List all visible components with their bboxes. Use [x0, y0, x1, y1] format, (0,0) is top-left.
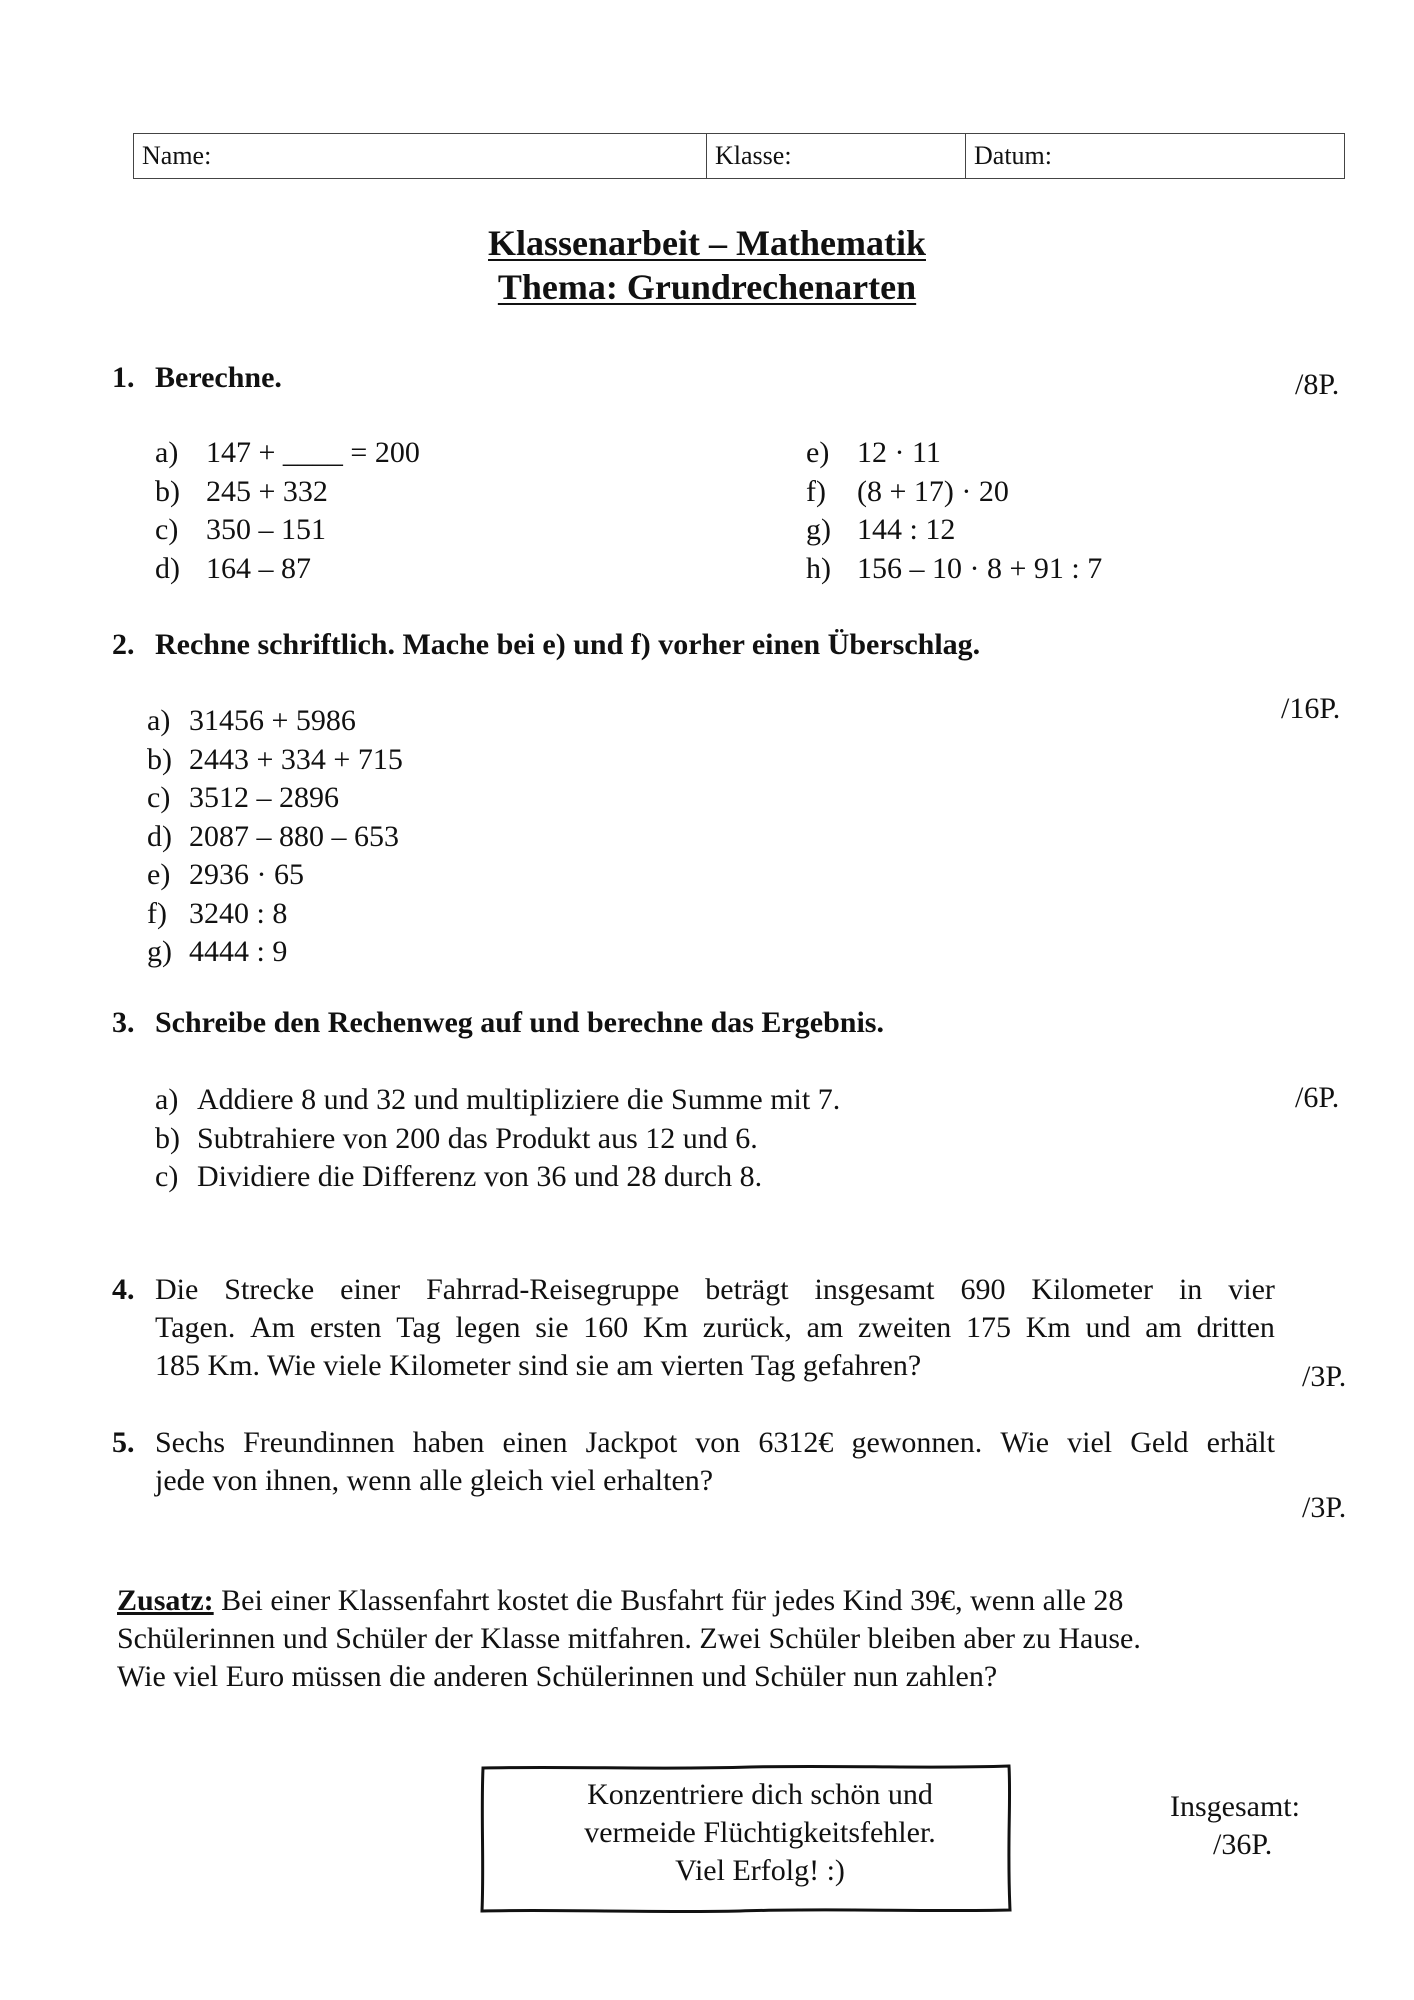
- word: zweiten: [857, 1311, 952, 1344]
- list-item: [147, 895, 403, 934]
- word: 6312€: [758, 1426, 834, 1459]
- list-item: [155, 1081, 840, 1120]
- encouragement-line: Viel Erfolg! :): [675, 1854, 845, 1887]
- task5-number: 5.: [112, 1426, 135, 1459]
- item-expression: 3240 : 8: [189, 896, 288, 930]
- word: Km: [643, 1311, 688, 1344]
- word: viel: [1067, 1426, 1113, 1459]
- list-item: [155, 1120, 840, 1159]
- word: Wie: [1000, 1426, 1050, 1459]
- word: Fahrrad-Reisegruppe: [426, 1273, 680, 1306]
- task5-points: /3P.: [1302, 1491, 1347, 1524]
- word: 175: [966, 1311, 1011, 1344]
- total-points: /36P.: [1213, 1828, 1273, 1861]
- student-info-table: [133, 133, 1345, 179]
- word: am: [806, 1311, 844, 1344]
- item-label: e): [147, 858, 171, 891]
- task3-points: /6P.: [1295, 1081, 1340, 1114]
- task3-number: 3.: [112, 1006, 135, 1039]
- item-label: a): [155, 1083, 179, 1116]
- item-expression: 4444 : 9: [189, 935, 288, 968]
- list-item: [806, 434, 1102, 473]
- item-label: h): [806, 551, 831, 585]
- bonus-line1: [117, 1582, 1123, 1620]
- item-expression: Addiere 8 und 32 und multipliziere die Summe mit 7.: [197, 1083, 841, 1116]
- list-item: [147, 856, 403, 895]
- word: zurück,: [702, 1311, 792, 1344]
- word: Strecke: [224, 1273, 315, 1306]
- item-label: c): [155, 513, 179, 546]
- item-expression: 12 · 11: [857, 436, 941, 469]
- item-label: d): [147, 819, 172, 853]
- word: und: [1085, 1311, 1131, 1344]
- item-label: c): [155, 1160, 179, 1193]
- task4-line: [155, 1271, 1275, 1309]
- word: 690: [960, 1273, 1006, 1306]
- encouragement-line: vermeide Flüchtigkeitsfehler.: [584, 1816, 936, 1849]
- item-expression: 2936 · 65: [189, 858, 304, 891]
- task4-line: 185 Km. Wie viele Kilometer sind sie am vierten Tag gefahren?: [155, 1349, 922, 1382]
- item-expression: 144 : 12: [857, 513, 956, 546]
- word: insgesamt: [814, 1273, 935, 1306]
- word: Tagen.: [155, 1311, 236, 1344]
- task3-heading: Schreibe den Rechenweg auf und berechne das Ergebnis.: [155, 1006, 884, 1039]
- item-label: c): [147, 781, 171, 814]
- task4-points: /3P.: [1302, 1360, 1347, 1393]
- list-item: [147, 779, 403, 818]
- encouragement-text: [490, 1776, 1030, 1890]
- item-expression: 156 – 10 · 8 + 91 : 7: [857, 551, 1103, 585]
- item-expression: Subtrahiere von 200 das Produkt aus 12 und 6.: [197, 1121, 758, 1155]
- list-item: [155, 473, 420, 512]
- list-item: [147, 933, 403, 972]
- item-expression: 245 + 332: [206, 474, 328, 508]
- item-label: e): [806, 436, 830, 469]
- task2-number: 2.: [112, 628, 135, 661]
- word: in: [1178, 1273, 1203, 1306]
- item-expression: 2087 – 880 – 653: [189, 819, 399, 853]
- task4-text: [155, 1271, 1275, 1385]
- bonus-label: Zusatz:: [117, 1584, 214, 1617]
- item-label: d): [155, 551, 180, 585]
- item-label: a): [155, 436, 179, 469]
- item-label: g): [147, 935, 172, 968]
- list-item: [155, 550, 420, 589]
- task3-list: [155, 1081, 840, 1197]
- date-field[interactable]: Datum:: [966, 134, 1345, 179]
- word: einer: [340, 1273, 401, 1306]
- item-expression: 164 – 87: [206, 551, 311, 585]
- task1-heading: Berechne.: [155, 361, 282, 394]
- word: Sechs: [155, 1426, 225, 1459]
- word: haben: [412, 1426, 485, 1459]
- word: Km: [1025, 1311, 1071, 1344]
- item-label: f): [806, 474, 826, 508]
- word: einen: [502, 1426, 568, 1459]
- class-field[interactable]: Klasse:: [707, 134, 966, 179]
- word: Tag: [396, 1311, 441, 1344]
- task2-list: [147, 702, 403, 972]
- list-item: [155, 511, 420, 550]
- item-label: b): [155, 1121, 180, 1155]
- word: Kilometer: [1031, 1273, 1154, 1306]
- word: vier: [1228, 1273, 1275, 1306]
- word: Die: [155, 1273, 199, 1306]
- task4-line: [155, 1309, 1275, 1347]
- task1-points: /8P.: [1295, 368, 1340, 401]
- item-label: b): [147, 742, 172, 776]
- word: gewonnen.: [851, 1426, 983, 1459]
- bonus-line2: Schülerinnen und Schüler der Klasse mitfahren. Zwei Schüler bleiben aber zu Hause.: [117, 1622, 1141, 1655]
- item-expression: 3512 – 2896: [189, 781, 339, 814]
- item-expression: 31456 + 5986: [189, 704, 356, 737]
- list-item: [147, 741, 403, 780]
- encouragement-line: Konzentriere dich schön und: [587, 1778, 933, 1811]
- bonus-line3: Wie viel Euro müssen die anderen Schülerinnen und Schüler nun zahlen?: [117, 1660, 998, 1693]
- item-expression: 350 – 151: [206, 513, 326, 546]
- item-expression: Dividiere die Differenz von 36 und 28 durch 8.: [197, 1160, 763, 1193]
- task2-points: /16P.: [1281, 692, 1341, 725]
- task2-heading: Rechne schriftlich. Mache bei e) und f) vorher einen Überschlag.: [155, 628, 981, 661]
- task4-number: 4.: [112, 1273, 135, 1306]
- list-item: [155, 434, 420, 473]
- task1-list-right: [806, 434, 1102, 588]
- word: am: [1145, 1311, 1182, 1344]
- item-expression: 147 + ____ = 200: [206, 436, 420, 469]
- item-label: f): [147, 896, 167, 930]
- task1-number: 1.: [112, 361, 135, 394]
- list-item: [155, 1158, 840, 1197]
- item-expression: (8 + 17) · 20: [857, 474, 1009, 508]
- item-label: g): [806, 513, 831, 546]
- bonus-text-1: Bei einer Klassenfahrt kostet die Busfahrt für jedes Kind 39€, wenn alle 28: [221, 1584, 1124, 1617]
- list-item: [806, 511, 1102, 550]
- word: ersten: [309, 1311, 382, 1344]
- item-label: a): [147, 704, 171, 737]
- word: dritten: [1196, 1311, 1275, 1344]
- word: Geld: [1130, 1426, 1189, 1459]
- task5-text: [155, 1424, 1275, 1500]
- page-title: Klassenarbeit – Mathematik: [488, 223, 926, 263]
- word: erhält: [1206, 1426, 1275, 1459]
- word: beträgt: [705, 1273, 789, 1306]
- word: legen: [455, 1311, 521, 1344]
- word: 160: [583, 1311, 629, 1344]
- word: von: [695, 1426, 741, 1459]
- item-expression: 2443 + 334 + 715: [189, 742, 403, 776]
- word: Freundinnen: [243, 1426, 395, 1459]
- list-item: [147, 702, 403, 741]
- list-item: [806, 473, 1102, 512]
- list-item: [147, 818, 403, 857]
- word: Jackpot: [585, 1426, 678, 1459]
- page-subtitle: Thema: Grundrechenarten: [497, 267, 917, 307]
- word: sie: [535, 1311, 569, 1344]
- list-item: [806, 550, 1102, 589]
- task5-line: jede von ihnen, wenn alle gleich viel erhalten?: [155, 1464, 714, 1497]
- total-label: Insgesamt:: [1170, 1790, 1300, 1823]
- word: Am: [250, 1311, 296, 1344]
- item-label: b): [155, 474, 180, 508]
- task5-line: [155, 1424, 1275, 1462]
- name-field[interactable]: Name:: [134, 134, 707, 179]
- task1-list-left: [155, 434, 420, 588]
